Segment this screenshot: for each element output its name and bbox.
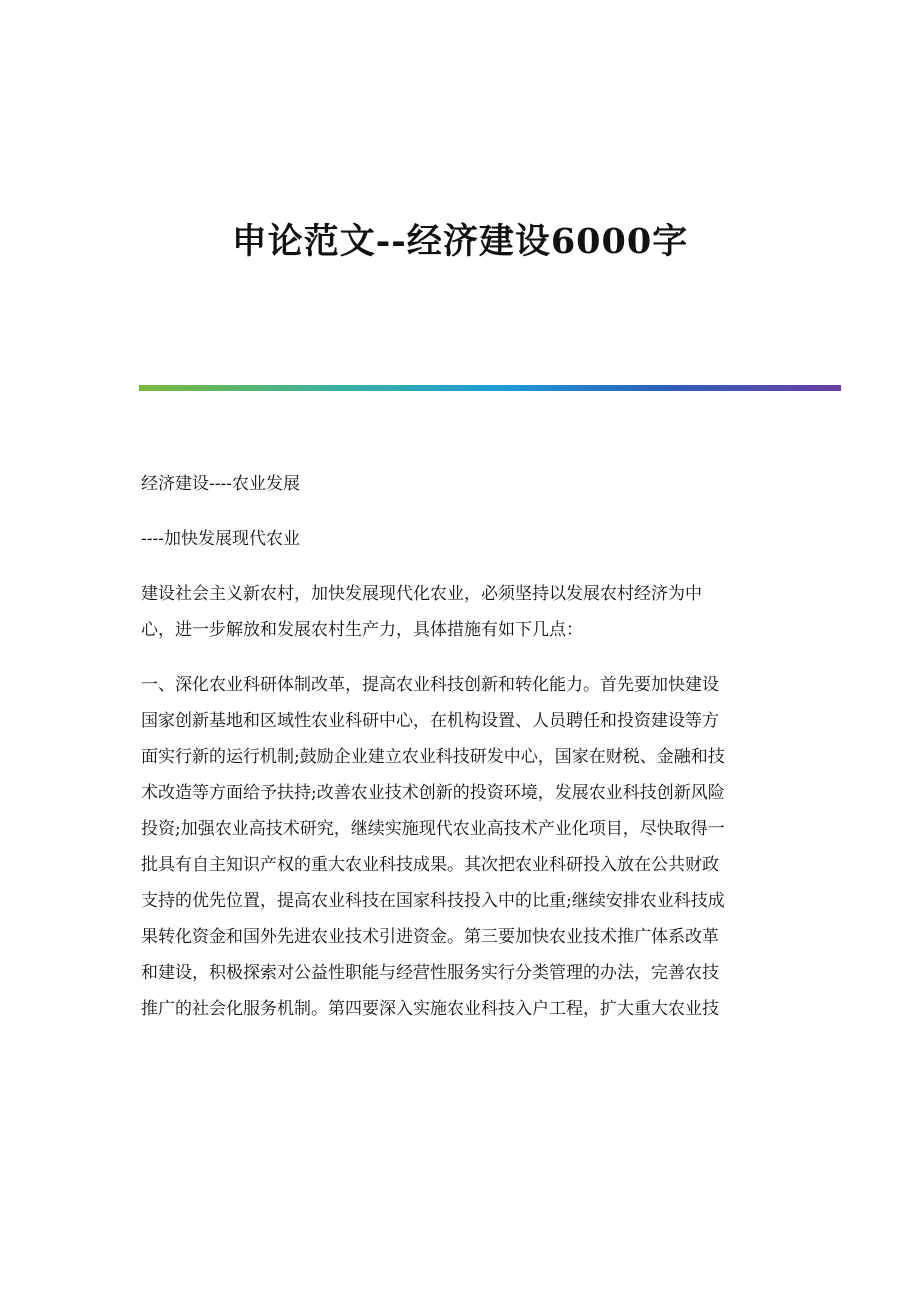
paragraph-line: 面实行新的运行机制;鼓励企业建立农业科技研发中心，国家在财税、金融和技 (141, 747, 725, 767)
paragraph-line: 一、深化农业科研体制改革，提高农业科技创新和转化能力。首先要加快建设 (141, 675, 719, 695)
document-body (141, 466, 791, 1027)
section-heading: 经济建设----农业发展 (141, 474, 300, 494)
title-divider (139, 385, 841, 391)
paragraph-line: 推广的社会化服务机制。第四要深入实施农业科技入户工程，扩大重大农业技 (141, 999, 719, 1019)
paragraph-intro (141, 576, 791, 648)
paragraph-line: 国家创新基地和区域性农业科研中心，在机构设置、人员聘任和投资建设等方 (141, 711, 719, 731)
paragraph-measures (141, 667, 791, 1027)
paragraph-line: 果转化资金和国外先进农业技术引进资金。第三要加快农业技术推广体系改革 (141, 927, 719, 947)
paragraph-line: 批具有自主知识产权的重大农业科技成果。其次把农业科研投入放在公共财政 (141, 855, 719, 875)
paragraph-line: 建设社会主义新农村，加快发展现代化农业，必须坚持以发展农村经济为中 (141, 584, 702, 604)
paragraph-line: 支持的优先位置，提高农业科技在国家科技投入中的比重;继续安排农业科技成 (141, 891, 725, 911)
paragraph-line: 术改造等方面给予扶持;改善农业技术创新的投资环境，发展农业科技创新风险 (141, 783, 725, 803)
section-subheading: ----加快发展现代农业 (141, 529, 300, 549)
paragraph-line: 心，进一步解放和发展农村生产力，具体措施有如下几点： (141, 620, 583, 640)
paragraph-line: 投资;加强农业高技术研究，继续实施现代农业高技术产业化项目，尽快取得一 (141, 819, 725, 839)
document-title: 申论范文--经济建设6000字 (231, 221, 689, 262)
paragraph-line: 和建设，积极探索对公益性职能与经营性服务实行分类管理的办法，完善农技 (141, 963, 719, 983)
